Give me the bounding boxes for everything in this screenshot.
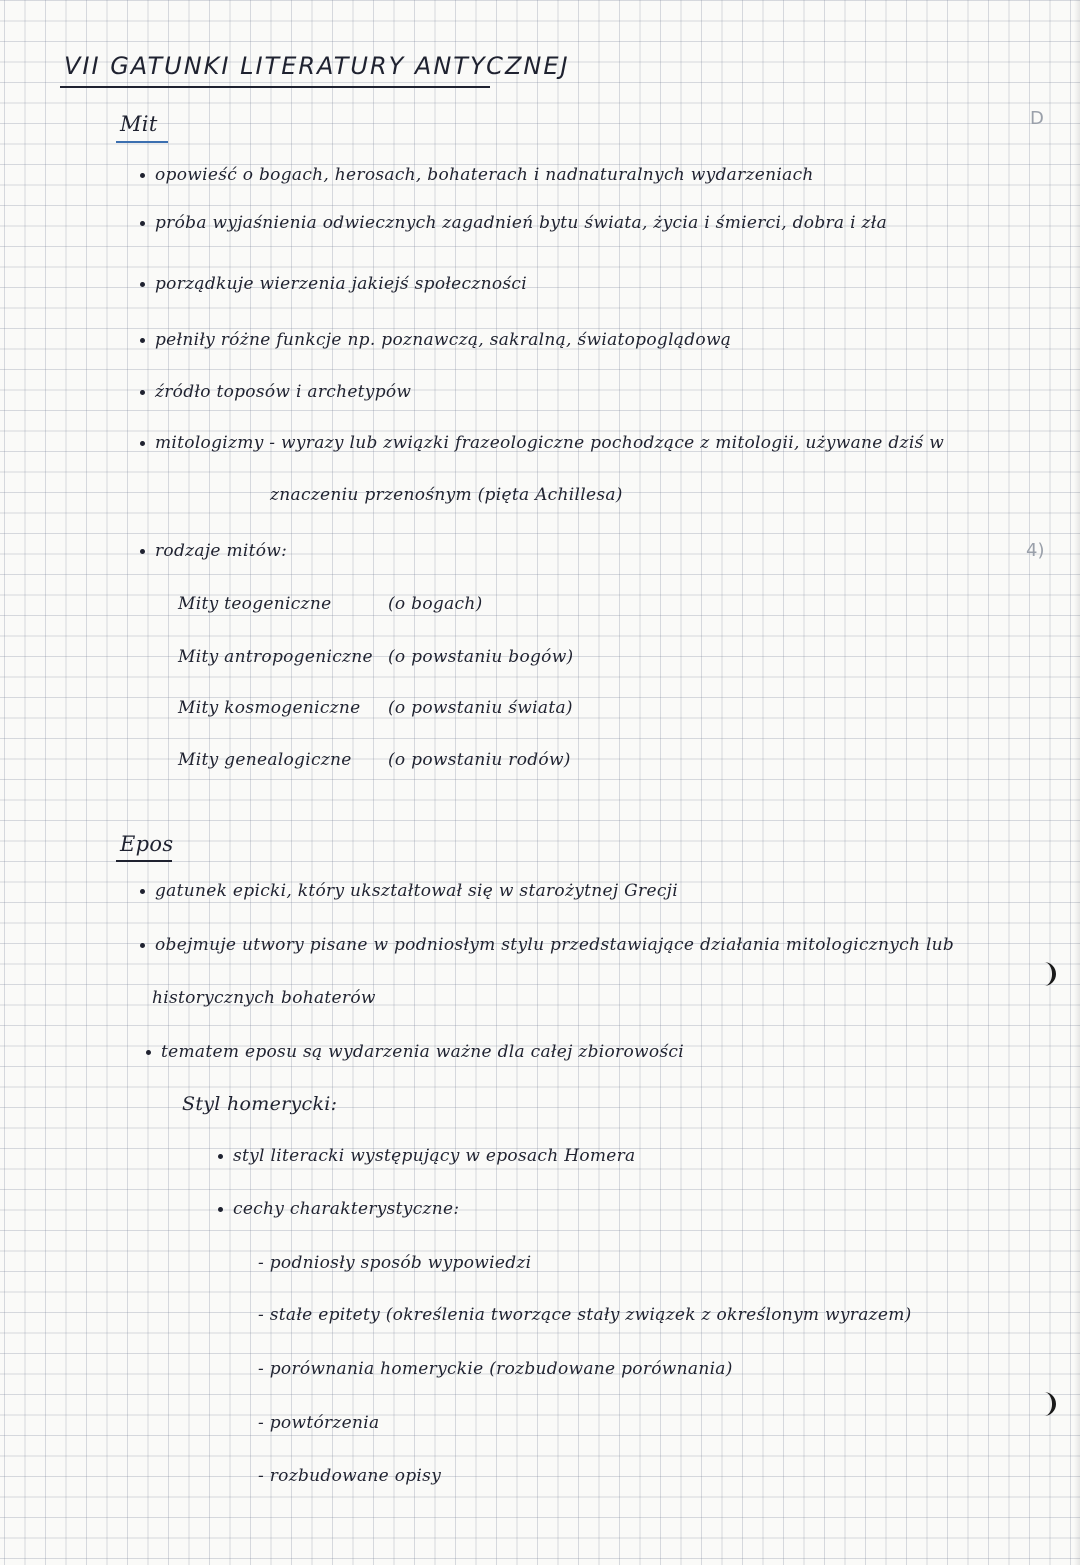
section-heading-mit: Mit: [120, 112, 158, 136]
list-item: rodzaje mitów:: [140, 541, 287, 561]
bullet-icon: [140, 889, 145, 894]
feature-item: - powtórzenia: [258, 1413, 380, 1433]
list-item: opowieść o bogach, herosach, bohaterach i nadnaturalnych wydarzeniach: [140, 165, 814, 185]
feature-item: - porównania homeryckie (rozbudowane porównania): [258, 1359, 733, 1379]
myth-type-row: Mity genealogiczne (o powstaniu rodów): [178, 750, 571, 770]
bullet-icon: [218, 1207, 223, 1212]
bullet-icon: [218, 1154, 223, 1159]
margin-mark: D: [1030, 108, 1044, 129]
heading-underline-epos: [116, 860, 172, 862]
bullet-icon: [140, 221, 145, 226]
page-edge-shadow: [1074, 0, 1080, 1565]
bullet-icon: [146, 1050, 151, 1055]
bullet-icon: [140, 173, 145, 178]
subheading-styl-homerycki: Styl homerycki:: [182, 1093, 338, 1115]
list-item: porządkuje wierzenia jakiejś społeczności: [140, 274, 527, 294]
bullet-icon: [140, 338, 145, 343]
myth-type-row: Mity teogeniczne (o bogach): [178, 594, 483, 614]
bullet-icon: [140, 943, 145, 948]
heading-underline-mit: [116, 141, 168, 143]
binder-hole-icon: [1030, 960, 1058, 988]
binder-hole-icon: [1030, 1390, 1058, 1418]
feature-item: - podniosły sposób wypowiedzi: [258, 1253, 532, 1273]
list-item-continuation: znaczeniu przenośnym (pięta Achillesa): [270, 485, 623, 505]
list-item: mitologizmy - wyrazy lub związki frazeologiczne pochodzące z mitologii, używane dziś w: [140, 433, 944, 453]
margin-mark: 4): [1026, 540, 1045, 561]
list-item: cechy charakterystyczne:: [218, 1199, 459, 1219]
list-item: styl literacki występujący w eposach Homera: [218, 1146, 636, 1166]
bullet-icon: [140, 282, 145, 287]
bullet-icon: [140, 390, 145, 395]
list-item: próba wyjaśnienia odwiecznych zagadnień bytu świata, życia i śmierci, dobra i zła: [140, 213, 887, 233]
list-item: źródło toposów i archetypów: [140, 382, 411, 402]
bullet-icon: [140, 549, 145, 554]
title-underline: [60, 86, 490, 88]
list-item-continuation: historycznych bohaterów: [152, 988, 376, 1008]
section-heading-epos: Epos: [120, 832, 174, 856]
myth-type-row: Mity antropogeniczne (o powstaniu bogów): [178, 647, 574, 667]
feature-item: - stałe epitety (określenia tworzące stały związek z określonym wyrazem): [258, 1305, 912, 1325]
myth-type-row: Mity kosmogeniczne (o powstaniu świata): [178, 698, 573, 718]
list-item: gatunek epicki, który ukształtował się w starożytnej Grecji: [140, 881, 678, 901]
feature-item: - rozbudowane opisy: [258, 1466, 442, 1486]
list-item: obejmuje utwory pisane w podniosłym stylu przedstawiające działania mitologicznych lub: [140, 935, 954, 955]
bullet-icon: [140, 441, 145, 446]
page-title: VII GATUNKI LITERATURY ANTYCZNEJ: [64, 52, 570, 80]
list-item: pełniły różne funkcje np. poznawczą, sakralną, światopoglądową: [140, 330, 731, 350]
list-item: tematem eposu są wydarzenia ważne dla całej zbiorowości: [146, 1042, 684, 1062]
